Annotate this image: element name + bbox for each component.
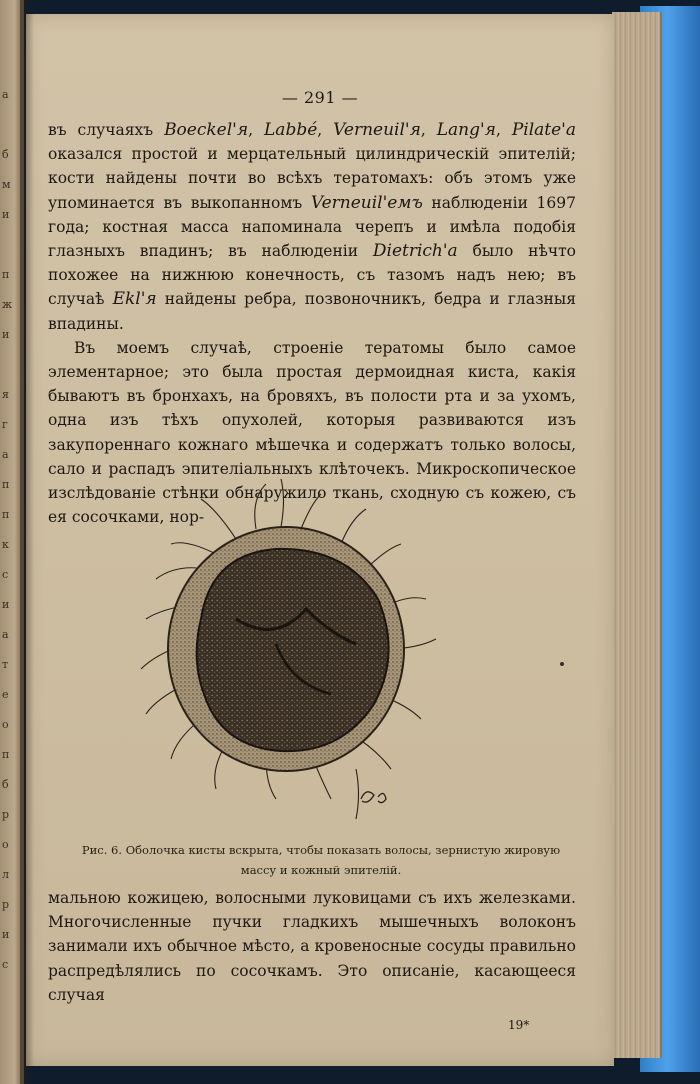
body-text-bottom [48,886,576,1007]
page-stack-edge [612,12,662,1058]
paragraph-my-case: Въ моемъ случаѣ, строеніе тератомы было самое элементарное; это была простая дермоидная киста, какія бываютъ въ бронхахъ, на бровяхъ, въ полости рта и за ухомъ, одна изъ тѣхъ опухолей, которыя развиваются изъ закупореннаго кожнаго мѣшечка и содержатъ только волосы, сало и распадъ эпителіальныхъ клѣточекъ. Микроскопическое изслѣдованіе стѣнки обнаружило ткань, сходную съ кожею, съ ея сосочками, нор- [48,338,576,527]
author-name: Boeckel'я [164,120,249,140]
author-name: Lang'я [436,120,496,140]
ink-speck [560,662,564,666]
figure-caption: Рис. 6. Оболочка кисты вскрыта, чтобы показать волосы, зернистую жировую массу и кожный эпителій. [81,843,561,877]
paragraph-continued: мальною кожицею, волосными луковицами съ ихъ железками. Многочисленные пучки гладкихъ мышечныхъ волоконъ занимали ихъ обычное мѣсто, а кровеносные сосуды правильно распредѣлялись по сосочкамъ. Это описаніе, касающееся случая [48,889,576,1004]
artist-signature [361,792,386,803]
body-text-top [48,118,576,529]
author-name: Verneuil'емъ [310,192,423,213]
signature-mark: 19* [508,1018,530,1032]
page-number: — 291 — [281,88,359,107]
cyst-illustration [116,469,446,829]
fatty-mass [197,549,389,751]
book-page [26,14,614,1066]
author-name: Ekl'я [112,289,157,310]
author-name: Verneuil'я [333,120,421,140]
author-name: Dietrich'а [372,241,458,262]
gutter-shadow [20,0,34,1084]
left-page-text-fragments: a б м и п ж и я г а п п к c и а т е о п б р о л р и с [2,88,13,971]
author-name: Pilate'а [511,120,576,140]
paragraph-continuation: въ случаяхъ Boeckel'я, Labbé, Verneuil'я, Lang'я, Pilate'а оказался простой и мерцательный цилиндрическій эпителій; кости найдены почти во всѣхъ тератомахъ: объ этомъ уже упоминается въ выкопанномъ Verneuil'емъ наблюденіи 1697 года; костная масса напоминала черепъ и имѣла подобія глазныхъ впадинъ; въ наблюденіи Dietrich'а было нѣчто похожее на нижнюю конечность, съ тазомъ надъ нею; въ случаѣ Ekl'я найдены ребра, позвоночникъ, бедра и глазныя впадины. [48,120,576,333]
author-name: Labbé [264,120,318,140]
